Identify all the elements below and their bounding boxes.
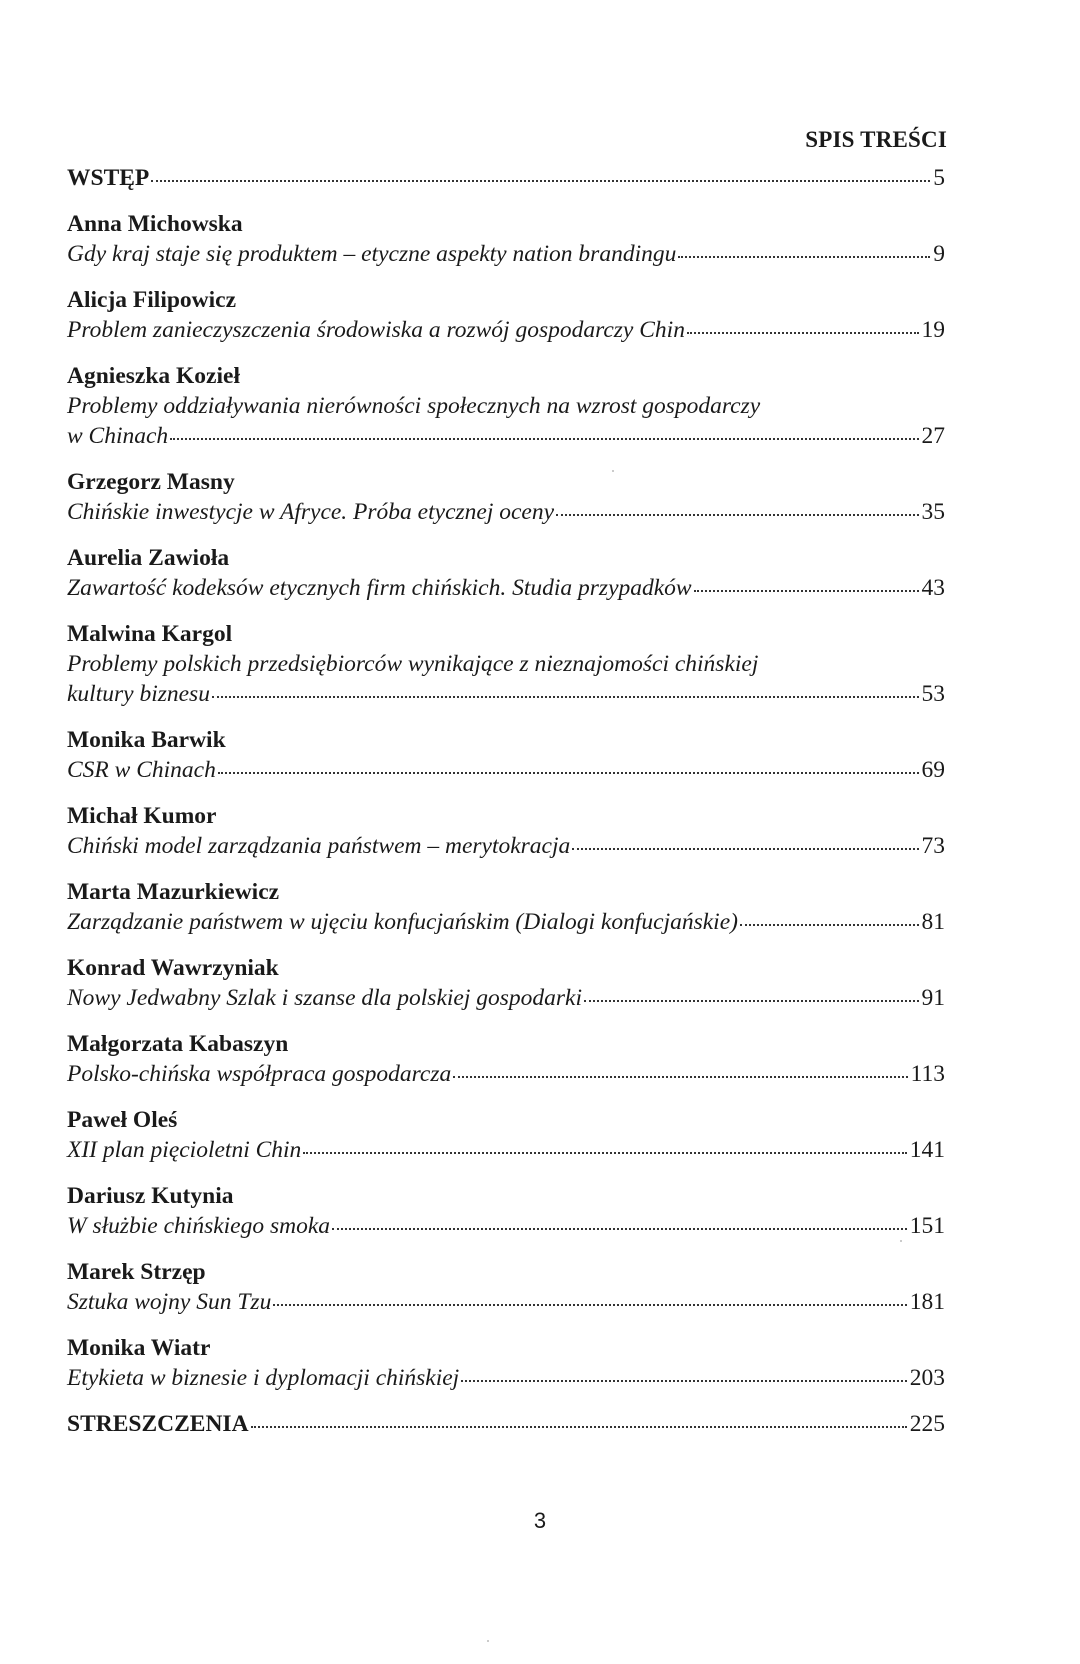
toc-entry-title: Polsko-chińska współpraca gospodarcza bbox=[67, 1061, 452, 1087]
toc-entry-page: 27 bbox=[921, 423, 945, 449]
toc-entry-author: Grzegorz Masny bbox=[67, 469, 235, 495]
toc-entries bbox=[67, 209, 945, 1393]
dot-leader bbox=[453, 1076, 907, 1078]
toc-intro[interactable] bbox=[67, 163, 945, 193]
toc-entry-author: Dariusz Kutynia bbox=[67, 1183, 234, 1209]
dot-leader bbox=[740, 924, 919, 926]
toc-entry-author: Monika Barwik bbox=[67, 727, 226, 753]
dot-leader bbox=[218, 772, 919, 774]
toc-summaries-page: 225 bbox=[909, 1411, 945, 1437]
toc-entry-title-continued: kultury biznesu bbox=[67, 681, 210, 707]
toc-entry-page: 113 bbox=[910, 1061, 945, 1087]
toc-entry-author: Marta Mazurkiewicz bbox=[67, 879, 280, 905]
toc-entry-author: Monika Wiatr bbox=[67, 1335, 211, 1361]
toc-entry-author: Paweł Oleś bbox=[67, 1107, 178, 1133]
toc-entry-page: 35 bbox=[921, 499, 945, 525]
toc-entry-title: Problem zanieczyszczenia środowiska a rozwój gospodarczy Chin bbox=[67, 317, 685, 343]
dot-leader bbox=[170, 438, 918, 440]
toc-entry-page: 69 bbox=[921, 757, 945, 783]
toc-entry-title: Chińskie inwestycje w Afryce. Próba etycznej oceny bbox=[67, 499, 555, 525]
toc-entry[interactable] bbox=[67, 725, 945, 785]
toc-intro-page: 5 bbox=[933, 165, 945, 191]
toc-entry-title: XII plan pięcioletni Chin bbox=[67, 1137, 302, 1163]
toc-entry[interactable] bbox=[67, 619, 945, 709]
toc-entry-title: Zarządzanie państwem w ujęciu konfucjańskim (Dialogi konfucjańskie) bbox=[67, 909, 738, 935]
toc-entry-title: W służbie chińskiego smoka bbox=[67, 1213, 331, 1239]
toc-entry[interactable] bbox=[67, 877, 945, 937]
dot-leader bbox=[212, 696, 919, 698]
toc-entry-page: 9 bbox=[933, 241, 945, 267]
dot-leader bbox=[584, 1000, 919, 1002]
toc-entry[interactable] bbox=[67, 1105, 945, 1165]
toc-intro-title: WSTĘP bbox=[67, 165, 150, 191]
page-title: SPIS TREŚCI bbox=[805, 127, 947, 152]
toc-entry-title: Nowy Jedwabny Szlak i szanse dla polskiej gospodarki bbox=[67, 985, 582, 1011]
toc-entry[interactable] bbox=[67, 1029, 945, 1089]
toc-entry-page: 203 bbox=[909, 1365, 945, 1391]
toc-entry-author: Aurelia Zawioła bbox=[67, 545, 230, 571]
dot-leader bbox=[332, 1228, 907, 1230]
toc-entry-title: CSR w Chinach bbox=[67, 757, 216, 783]
toc-entry[interactable] bbox=[67, 467, 945, 527]
dot-leader bbox=[251, 1426, 907, 1428]
toc-entry[interactable] bbox=[67, 285, 945, 345]
toc-entry[interactable] bbox=[67, 1257, 945, 1317]
dot-leader bbox=[273, 1304, 906, 1306]
scan-speck bbox=[900, 1240, 902, 1242]
toc-entry-title: Problemy polskich przedsiębiorców wynikające z nieznajomości chińskiej bbox=[67, 651, 759, 677]
toc-entry-author: Konrad Wawrzyniak bbox=[67, 955, 279, 981]
scan-speck bbox=[612, 470, 614, 472]
dot-leader bbox=[151, 180, 930, 182]
toc-entry-title: Problemy oddziaływania nierówności społecznych na wzrost gospodarczy bbox=[67, 393, 761, 419]
toc-entry-author: Michał Kumor bbox=[67, 803, 217, 829]
toc-entry-page: 141 bbox=[909, 1137, 945, 1163]
toc-summaries-title: STRESZCZENIA bbox=[67, 1411, 249, 1437]
toc-entry-author: Agnieszka Kozieł bbox=[67, 363, 240, 389]
toc-entry-title-continued: w Chinach bbox=[67, 423, 169, 449]
toc-entry[interactable] bbox=[67, 543, 945, 603]
dot-leader bbox=[303, 1152, 906, 1154]
toc-entry-author: Alicja Filipowicz bbox=[67, 287, 237, 313]
dot-leader bbox=[556, 514, 918, 516]
toc-entry-page: 81 bbox=[921, 909, 945, 935]
dot-leader bbox=[572, 848, 918, 850]
toc-entry-page: 181 bbox=[909, 1289, 945, 1315]
toc-entry-title: Sztuka wojny Sun Tzu bbox=[67, 1289, 272, 1315]
toc-entry-title: Gdy kraj staje się produktem – etyczne aspekty nation brandingu bbox=[67, 241, 677, 267]
toc-entry-page: 73 bbox=[921, 833, 945, 859]
toc-entry-title: Zawartość kodeksów etycznych firm chińskich. Studia przypadków bbox=[67, 575, 692, 601]
toc-entry-page: 53 bbox=[921, 681, 945, 707]
dot-leader bbox=[687, 332, 919, 334]
scan-speck bbox=[487, 1640, 489, 1642]
toc-entry-page: 43 bbox=[921, 575, 945, 601]
toc-entry[interactable] bbox=[67, 801, 945, 861]
toc-entry-title: Chiński model zarządzania państwem – merytokracja bbox=[67, 833, 571, 859]
toc-entry[interactable] bbox=[67, 209, 945, 269]
table-of-contents bbox=[67, 163, 945, 1439]
toc-entry-page: 151 bbox=[909, 1213, 945, 1239]
toc-entry-page: 19 bbox=[921, 317, 945, 343]
toc-entry-author: Małgorzata Kabaszyn bbox=[67, 1031, 289, 1057]
dot-leader bbox=[678, 256, 930, 258]
toc-summaries[interactable] bbox=[67, 1409, 945, 1439]
page-number: 3 bbox=[533, 1508, 547, 1533]
toc-entry-author: Malwina Kargol bbox=[67, 621, 233, 647]
toc-entry-title: Etykieta w biznesie i dyplomacji chińskiej bbox=[67, 1365, 460, 1391]
toc-entry[interactable] bbox=[67, 361, 945, 451]
toc-entry-author: Marek Strzęp bbox=[67, 1259, 206, 1285]
toc-entry[interactable] bbox=[67, 1181, 945, 1241]
toc-entry[interactable] bbox=[67, 953, 945, 1013]
toc-entry-page: 91 bbox=[921, 985, 945, 1011]
toc-entry[interactable] bbox=[67, 1333, 945, 1393]
toc-entry-author: Anna Michowska bbox=[67, 211, 243, 237]
dot-leader bbox=[694, 590, 919, 592]
dot-leader bbox=[461, 1380, 907, 1382]
